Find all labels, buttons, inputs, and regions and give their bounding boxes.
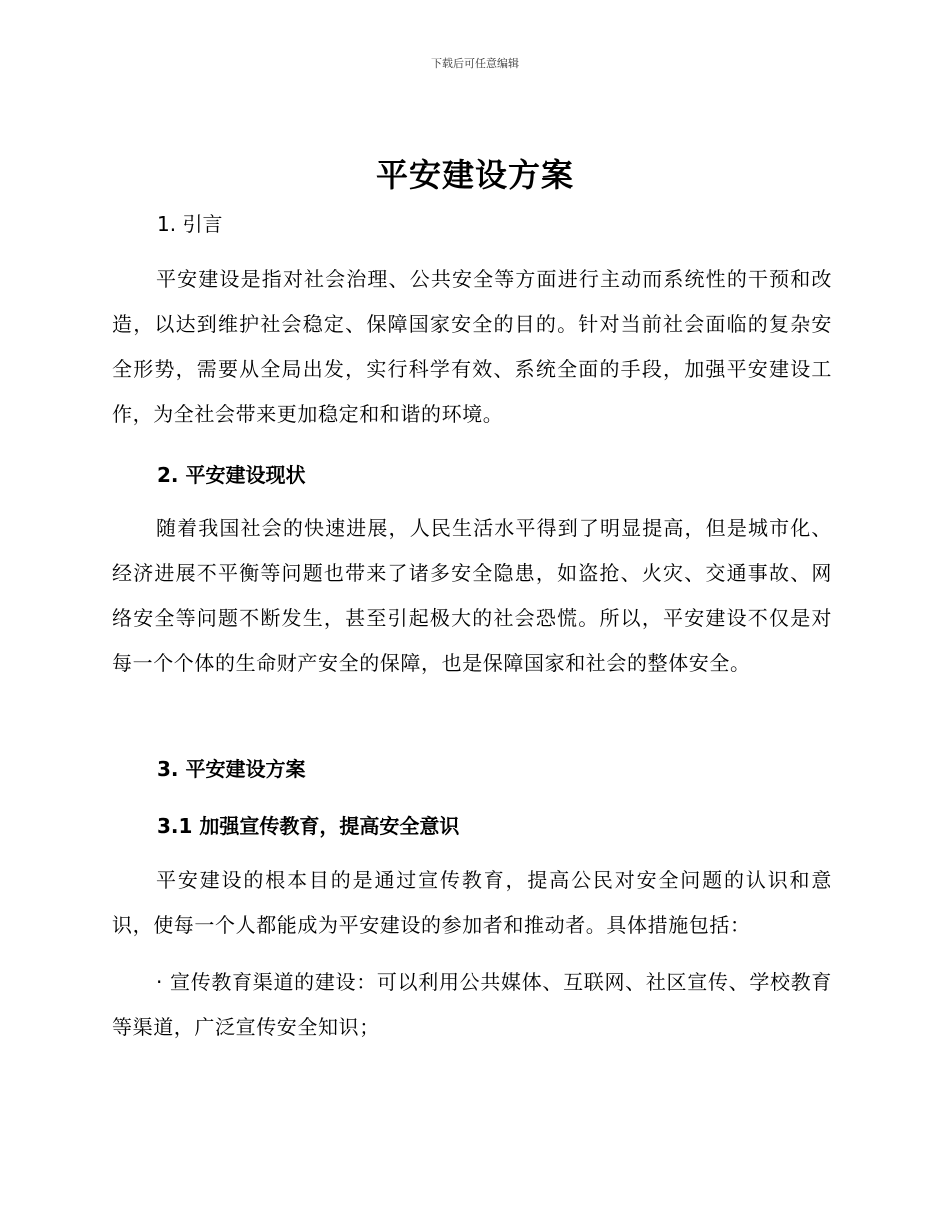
section-2-paragraph: 随着我国社会的快速进展，人民生活水平得到了明显提高，但是城市化、经济进展不平衡等问题也带来了诸多安全隐患，如盗抢、火灾、交通事故、网络安全等问题不断发生，甚至引起极大的社会恐慌。所以，平安建设不仅是对每一个个体的生命财产安全的保障，也是保障国家和社会的整体安全。 [112,516,832,675]
section-2-heading: 2. 平安建设现状 [157,463,306,487]
section-1-heading: 1. 引言 [157,212,223,236]
header-note: 下载后可任意编辑 [431,57,519,70]
section-1-paragraph: 平安建设是指对社会治理、公共安全等方面进行主动而系统性的干预和改造，以达到维护社会稳定、保障国家安全的目的。针对当前社会面临的复杂安全形势，需要从全局出发，实行科学有效、系统全面的手段，加强平安建设工作，为全社会带来更加稳定和和谐的环境。 [112,267,832,426]
section-3-1-paragraph: 平安建设的根本目的是通过宣传教育，提高公民对安全问题的认识和意识，使每一个人都能成为平安建设的参加者和推动者。具体措施包括： [112,868,832,937]
section-3-1-bullet: · 宣传教育渠道的建设：可以利用公共媒体、互联网、社区宣传、学校教育等渠道，广泛宣传安全知识； [112,970,832,1039]
section-3-1-heading: 3.1 加强宣传教育，提高安全意识 [157,814,460,838]
section-3-heading: 3. 平安建设方案 [157,757,306,781]
document-title: 平安建设方案 [375,156,574,194]
